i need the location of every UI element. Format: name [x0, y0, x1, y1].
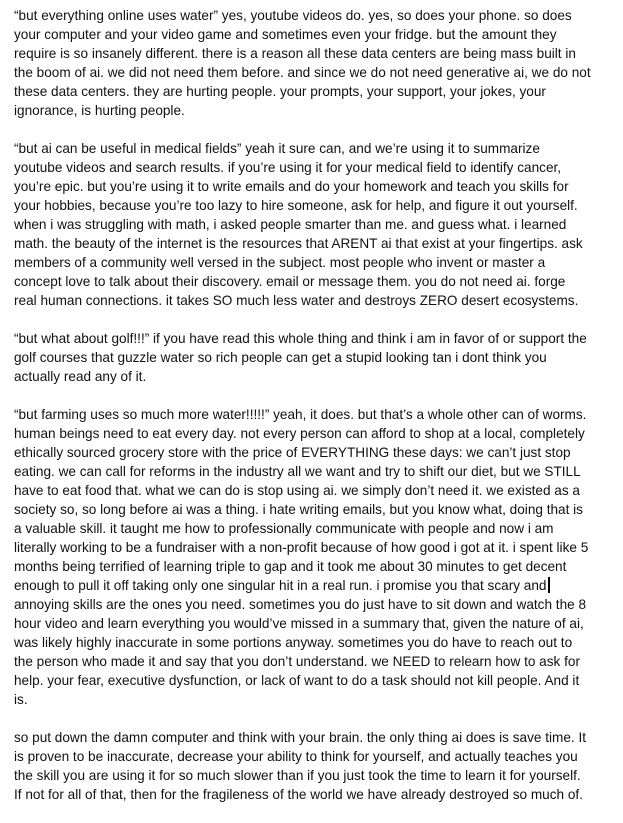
text-line: “but farming uses so much more water!!!!!” yeah, it does. but that’s a whole other can of worms. [14, 407, 587, 422]
text-line: math. the beauty of the internet is the resources that ARENT ai that exist at your fingertips. ask [14, 236, 583, 251]
text-line: when i was struggling with math, i asked people smarter than me. and guess what. i learned [14, 217, 567, 232]
document-body [14, 6, 614, 823]
text-line: youtube videos and search results. if you’re using it for your medical field to identify cancer, [14, 160, 562, 175]
text-line: real human connections. it takes SO much less water and destroys ZERO desert ecosystems. [14, 293, 579, 308]
text-line: human beings need to eat every day. not every person can afford to shop at a local, completely [14, 426, 585, 441]
text-cursor [548, 577, 550, 593]
text-line: months being terrified of learning triple to gap and it took me about 30 minutes to get decent [14, 559, 567, 574]
text-line: so put down the damn computer and think with your brain. the only thing ai does is save time. It [14, 730, 587, 745]
text-line: you’re epic. but you’re using it to write emails and do your homework and teach you skills for [14, 179, 569, 194]
text-line: ignorance, is hurting people. [14, 103, 185, 118]
text-line: the skill you are using it for so much slower than if you just took the time to learn it for yourself. [14, 768, 581, 783]
text-line: If not for all of that, then for the fragileness of the world we have already destroyed so much of. [14, 787, 583, 802]
text-line: your computer and your video game and sometimes even your fridge. but the amount they [14, 27, 557, 42]
text-line: was likely highly inaccurate in some portions anyway. sometimes you do have to reach out to [14, 635, 573, 650]
text-line: actually read any of it. [14, 369, 147, 384]
text-line: help. your fear, executive dysfunction, or lack of want to do a task should not kill people. And it [14, 673, 580, 688]
text-line: the person who made it and say that you don’t understand. we NEED to relearn how to ask for [14, 654, 580, 669]
text-line: these data centers. they are hurting people. your prompts, your support, your jokes, your [14, 84, 546, 99]
text-line: ethically sourced grocery store with the price of EVERYTHING these days: we can’t just stop [14, 445, 571, 460]
text-line: a valuable skill. it taught me how to professionally communicate with people and now i am [14, 521, 554, 536]
text-line: annoying skills are the ones you need. sometimes you do just have to sit down and watch the 8 [14, 597, 587, 612]
text-line: have to eat food that. what we can do is stop using ai. we simply don’t need it. we existed as a [14, 483, 580, 498]
text-line: concept love to talk about their discovery. email or message them. you do not need ai. forge [14, 274, 566, 289]
paragraph-conclusion [14, 728, 614, 804]
text-line: literally working to be a fundraiser with a non-profit because of how good i got at it. i spent like 5 [14, 540, 589, 555]
paragraph-farming [14, 405, 614, 709]
text-line: is. [14, 692, 28, 707]
text-line: society so, so long before ai was a thing. i hate writing emails, but you know what, doing that is [14, 502, 583, 517]
paragraph-medical [14, 139, 614, 310]
text-line: “but everything online uses water” yes, youtube videos do. yes, so does your phone. so does [14, 8, 572, 23]
text-line: “but what about golf!!!” if you have read this whole thing and think i am in favor of or support the [14, 331, 587, 346]
paragraph-water [14, 6, 614, 120]
text-line: hour video and learn everything you would’ve missed in a summary that, given the nature of ai, [14, 616, 584, 631]
text-line: eating. we can call for reforms in the industry all we want and try to shift our diet, but we STILL [14, 464, 581, 479]
text-line-with-caret[interactable] [14, 576, 614, 595]
text-line: members of a community well versed in the subject. most people who invent or master a [14, 255, 546, 270]
text-line: golf courses that guzzle water so rich people can get a stupid looking tan i dont think you [14, 350, 547, 365]
text-line: the boom of ai. we did not need them before. and since we do not need generative ai, we do not [14, 65, 591, 80]
text-line: your hobbies, because you’re too lazy to hire someone, ask for help, and figure it out yourself. [14, 198, 578, 213]
text-line: enough to pull it off taking only one singular hit in a real run. i promise you that scary and [14, 578, 547, 593]
text-line: require is so insanely different. there is a reason all these data centers are being mass built in [14, 46, 576, 61]
paragraph-golf [14, 329, 614, 386]
text-line: “but ai can be useful in medical fields” yeah it sure can, and we’re using it to summarize [14, 141, 540, 156]
text-line: is proven to be inaccurate, decrease your ability to think for yourself, and actually teaches you [14, 749, 578, 764]
